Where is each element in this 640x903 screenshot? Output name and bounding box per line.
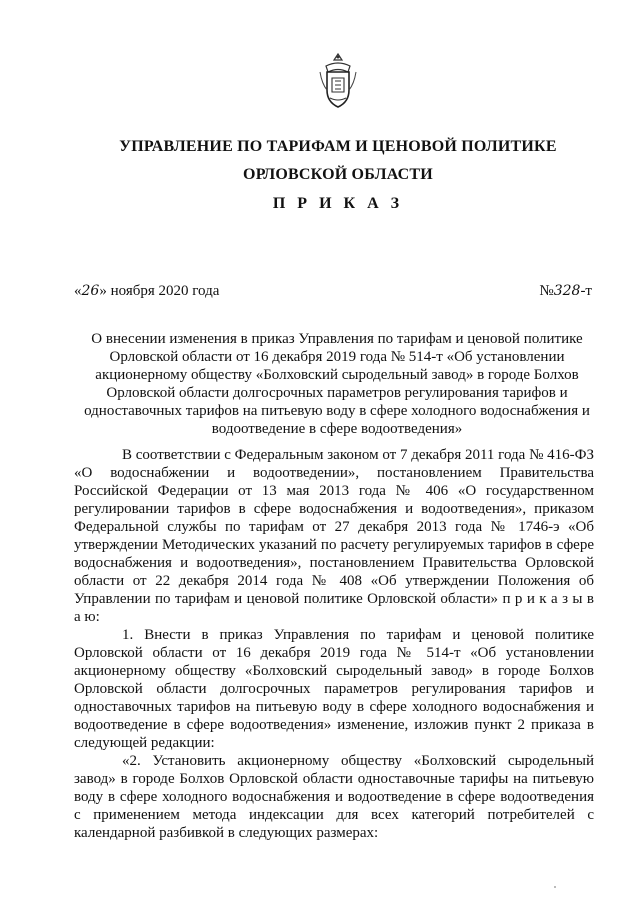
document-title: О внесении изменения в приказ Управления по тарифам и ценовой политике Орловской области от 16 декабря 2019 года № 514-т «Об установлении акционерному обществу «Болховский сыродельный завод» в городе Болхов Орловской области долгосрочных параметров регулирования тарифов и одноставочных тарифов на питьевую воду в сфере холодного водоснабжения и водоотведение в сфере водоотведения» — [84, 331, 590, 437]
document-type: П Р И К А З — [272, 195, 404, 212]
paragraph-1: 1. Внести в приказ Управления по тарифам и ценовой политике Орловской области от 16 декабря 2019 года № 514-т «Об установлении акционерному обществу «Болховский сыродельный завод» в городе Болхов Орловской области долгосрочных параметров регулирования тарифов и одноставочных тарифов на питьевую воду в сфере холодного водоснабжения и водоотведение в сфере водоотведения» изменение, изложив пункт 2 приказа в следующей редакции: — [74, 627, 594, 751]
date-open-quote: « — [74, 283, 82, 299]
number-suffix: -т — [580, 283, 592, 299]
scan-speck — [554, 886, 556, 888]
coat-of-arms-icon — [318, 52, 358, 110]
date-rest: » ноября 2020 года — [99, 283, 220, 299]
document-body — [74, 446, 594, 842]
number-prefix: № — [539, 283, 554, 299]
paragraph-2: «2. Установить акционерному обществу «Болховский сыродельный завод» в городе Болхов Орловской области одноставочные тарифы на питьевую воду в сфере холодного водоснабжения и водоотведение в сфере водоотведения с применением метода индексации для всех категорий потребителей с календарной разбивкой в следующих размерах: — [74, 753, 594, 841]
number-value-handwritten: 328 — [553, 283, 581, 299]
document-number — [539, 283, 592, 300]
paragraph-preamble: В соответствии с Федеральным законом от 7 декабря 2011 года № 416-ФЗ «О водоснабжении и водоотведении», постановлением Правительства Российской Федерации от 13 мая 2013 года № 406 «О государственном регулировании тарифов в сфере водоснабжения и водоотведения», приказом Федеральной службы по тарифам от 27 декабря 2013 года № 1746-э «Об утверждении Методических указаний по расчету регулируемых тарифов в сфере водоснабжения и водоотведения», постановлением Правительства Орловской области от 22 декабря 2014 года № 408 «Об утверждении Положения об Управлении по тарифам и ценовой политике Орловской области» п р и к а з ы в а ю: — [74, 447, 594, 625]
org-name-line2: ОРЛОВСКОЙ ОБЛАСТИ — [243, 166, 433, 183]
org-name-line1: УПРАВЛЕНИЕ ПО ТАРИФАМ И ЦЕНОВОЙ ПОЛИТИКЕ — [119, 138, 557, 155]
date-day-handwritten: 26 — [81, 283, 100, 299]
document-date — [74, 283, 219, 300]
